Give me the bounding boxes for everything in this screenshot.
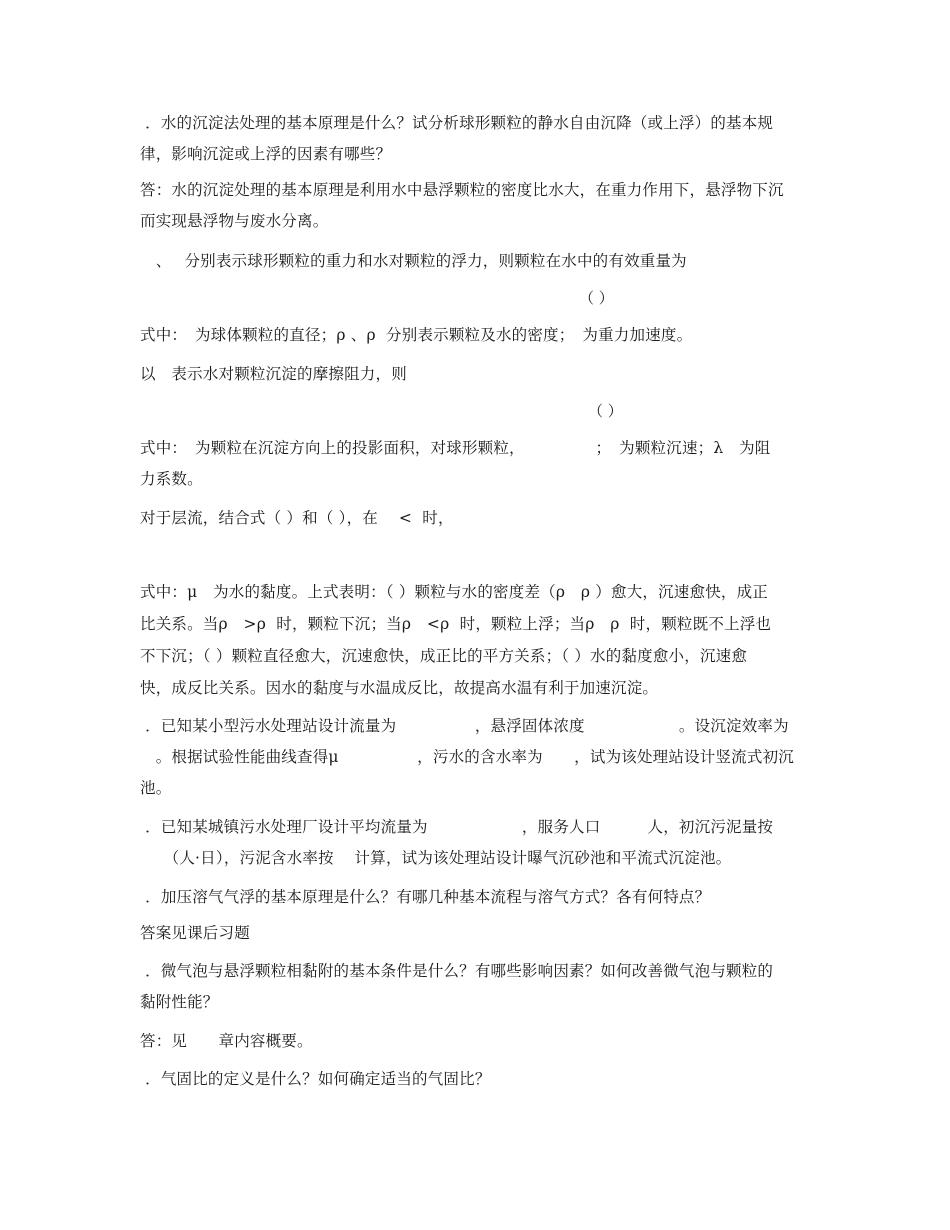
text-line: ．已知某城镇污水处理厂设计平均流量为 ，服务人口 人，初沉污泥量按 [140,818,774,836]
text-line: 。根据试验性能曲线查得μ ，污水的含水率为 ，试为该处理站设计竖流式初沉 [140,748,794,766]
text-line: 池。 [140,779,172,797]
text-line: ．已知某小型污水处理站设计流量为 ，悬浮固体浓度 。设沉淀效率为 [140,717,789,735]
text-line: 答：见 章内容概要。 [140,1032,313,1050]
text-line: 式中： 为球体颗粒的直径；ρ 、ρ 分别表示颗粒及水的密度； 为重力加速度。 [140,326,693,344]
text-line: 比关系。当ρ >ρ 时，颗粒下沉；当ρ <ρ 时，颗粒上浮；当ρ ρ 时，颗粒既不上浮也 [140,615,772,633]
equation-number: （ ） [588,402,623,420]
text-line: 而实现悬浮物与废水分离。 [140,212,329,230]
text-line: 律，影响沉淀或上浮的因素有哪些？ [140,145,392,163]
text-line: 式中： 为颗粒在沉淀方向上的投影面积，对球形颗粒， ； 为颗粒沉速；λ 为阻 [140,439,771,457]
text-line: 不下沉；（ ）颗粒直径愈大，沉速愈快，成正比的平方关系；（ ）水的黏度愈小，沉速愈 [140,647,748,665]
text-line: 对于层流，结合式（ ）和（ ），在 < 时， [140,509,454,527]
text-line: ．微气泡与悬浮颗粒相黏附的基本条件是什么？有哪些影响因素？如何改善微气泡与颗粒的 [140,962,774,980]
text-line: 黏附性能？ [140,993,219,1011]
equation-number: （ ） [579,289,614,307]
text-line: 快，成反比关系。因水的黏度与水温成反比，故提高水温有利于加速沉淀。 [140,679,659,697]
text-line: 式中：μ 为水的黏度。上式表明：（ ）颗粒与水的密度差（ρ ρ ）愈大，沉速愈快，成正 [140,583,769,601]
text-line: 以 表示水对颗粒沉淀的摩擦阻力，则 [140,365,407,383]
text-line: ．加压溶气气浮的基本原理是什么？有哪几种基本流程与溶气方式？各有何特点？ [140,888,711,906]
text-line: 答案见课后习题 [140,924,250,942]
text-line: 、 分别表示球形颗粒的重力和水对颗粒的浮力，则颗粒在水中的有效重量为 [140,252,687,270]
text-line: ．水的沉淀法处理的基本原理是什么？试分析球形颗粒的静水自由沉降（或上浮）的基本规 [140,114,774,132]
text-line: 答：水的沉淀处理的基本原理是利用水中悬浮颗粒的密度比水大，在重力作用下，悬浮物下沉 [140,181,784,199]
text-line: 力系数。 [140,470,203,488]
text-line: ．气固比的定义是什么？如何确定适当的气固比？ [140,1070,491,1088]
text-line: （人·日），污泥含水率按 计算，试为该处理站设计曝气沉砂池和平流式沉淀池。 [140,849,732,867]
